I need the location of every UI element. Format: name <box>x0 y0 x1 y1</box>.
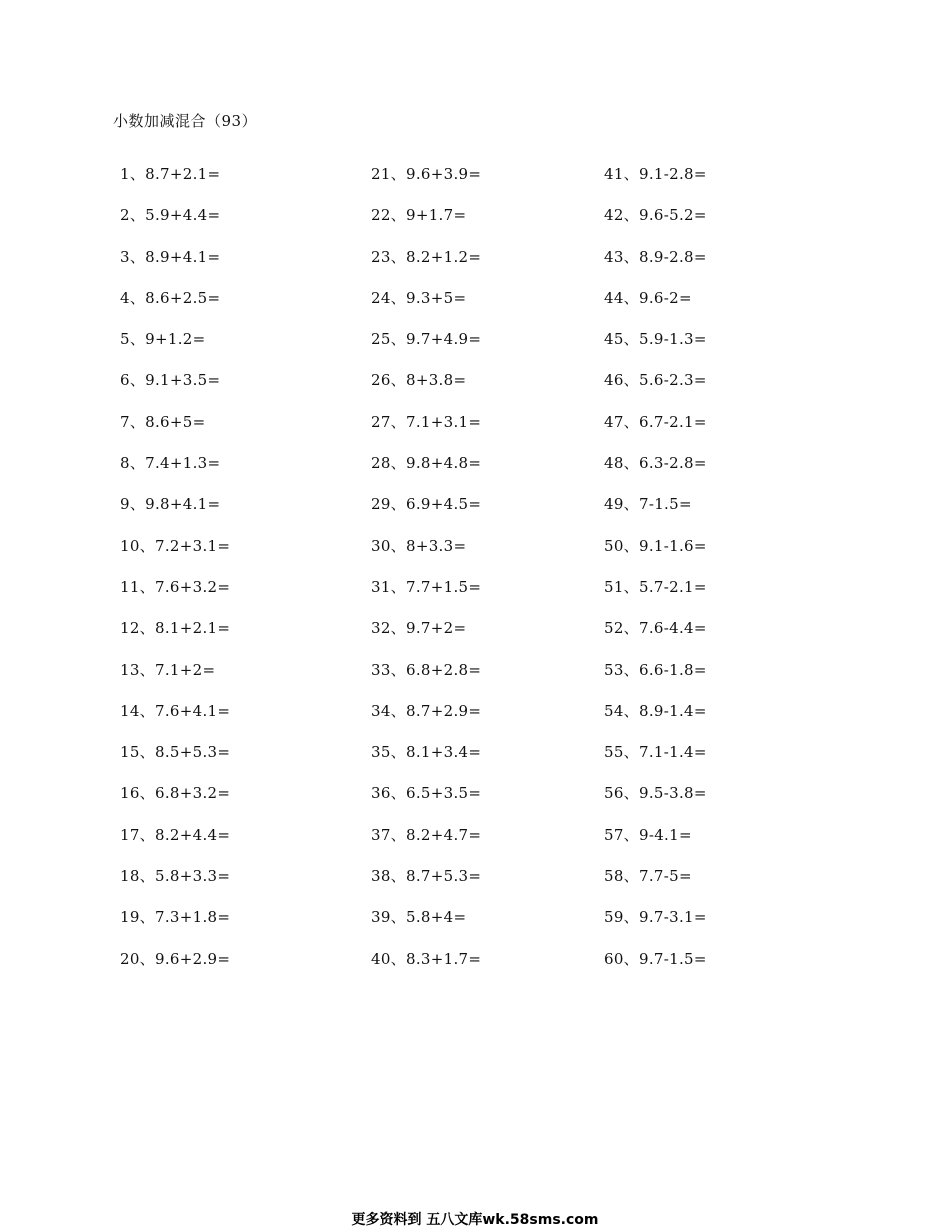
footer-watermark-text: 更多资料到 五八文库wk.58sms.com <box>351 1212 599 1228</box>
problem-column-3 <box>604 160 707 986</box>
problem-column-1 <box>120 160 230 986</box>
problem-item: 11、7.6+3.2= <box>120 577 231 596</box>
problem-item: 28、9.8+4.8= <box>371 454 482 473</box>
problem-item: 14、7.6+4.1= <box>120 701 231 720</box>
problem-item: 55、7.1-1.4= <box>604 743 707 762</box>
problem-item: 25、9.7+4.9= <box>371 330 482 349</box>
problem-item: 1、8.7+2.1= <box>120 165 221 183</box>
problem-item: 19、7.3+1.8= <box>120 908 231 927</box>
problem-item: 20、9.6+2.9= <box>120 949 231 968</box>
problem-item: 8、7.4+1.3= <box>120 454 221 473</box>
problem-item: 42、9.6-5.2= <box>604 206 707 225</box>
problem-item: 52、7.6-4.4= <box>604 619 707 638</box>
problem-item: 51、5.7-2.1= <box>604 577 707 596</box>
problem-item: 13、7.1+2= <box>120 660 216 679</box>
problem-item: 54、8.9-1.4= <box>604 701 707 720</box>
problem-item: 27、7.1+3.1= <box>371 412 482 431</box>
problem-item: 47、6.7-2.1= <box>604 412 707 431</box>
problem-item: 50、9.1-1.6= <box>604 536 707 555</box>
problem-item: 22、9+1.7= <box>371 206 467 225</box>
problem-item: 18、5.8+3.3= <box>120 867 231 886</box>
problem-item: 23、8.2+1.2= <box>371 247 482 266</box>
problem-item: 6、9.1+3.5= <box>120 371 221 390</box>
problem-item: 37、8.2+4.7= <box>371 825 482 844</box>
problem-item: 9、9.8+4.1= <box>120 495 221 514</box>
problem-item: 56、9.5-3.8= <box>604 784 707 803</box>
problem-item: 32、9.7+2= <box>371 619 467 638</box>
problem-item: 59、9.7-3.1= <box>604 908 707 927</box>
problem-item: 34、8.7+2.9= <box>371 701 482 720</box>
problem-column-2 <box>371 160 481 986</box>
problem-item: 24、9.3+5= <box>371 288 467 307</box>
problem-item: 60、9.7-1.5= <box>604 949 707 968</box>
problem-item: 29、6.9+4.5= <box>371 495 482 514</box>
problem-item: 12、8.1+2.1= <box>120 619 231 638</box>
problem-item: 16、6.8+3.2= <box>120 784 231 803</box>
problem-item: 31、7.7+1.5= <box>371 577 482 596</box>
problem-item: 5、9+1.2= <box>120 330 206 349</box>
problem-item: 53、6.6-1.8= <box>604 660 707 679</box>
problem-item: 39、5.8+4= <box>371 908 467 927</box>
problem-item: 58、7.7-5= <box>604 867 692 886</box>
problem-item: 36、6.5+3.5= <box>371 784 482 803</box>
problem-item: 30、8+3.3= <box>371 536 467 555</box>
problem-item: 17、8.2+4.4= <box>120 825 231 844</box>
problem-item: 46、5.6-2.3= <box>604 371 707 390</box>
problem-item: 57、9-4.1= <box>604 825 692 844</box>
problem-item: 41、9.1-2.8= <box>604 165 707 183</box>
problem-item: 45、5.9-1.3= <box>604 330 707 349</box>
problem-item: 33、6.8+2.8= <box>371 660 482 679</box>
problem-item: 26、8+3.8= <box>371 371 467 390</box>
problem-item: 49、7-1.5= <box>604 495 692 514</box>
problem-item: 3、8.9+4.1= <box>120 247 221 266</box>
problem-item: 38、8.7+5.3= <box>371 867 482 886</box>
problem-item: 2、5.9+4.4= <box>120 206 221 225</box>
problem-item: 4、8.6+2.5= <box>120 288 221 307</box>
problem-item: 40、8.3+1.7= <box>371 949 482 968</box>
problem-item: 15、8.5+5.3= <box>120 743 231 762</box>
problem-item: 7、8.6+5= <box>120 412 206 431</box>
problem-item: 43、8.9-2.8= <box>604 247 707 266</box>
problem-item: 44、9.6-2= <box>604 288 692 307</box>
problem-item: 21、9.6+3.9= <box>371 165 482 183</box>
problem-item: 48、6.3-2.8= <box>604 454 707 473</box>
problem-item: 35、8.1+3.4= <box>371 743 482 762</box>
worksheet-title: 小数加减混合（93） <box>113 112 258 130</box>
problem-item: 10、7.2+3.1= <box>120 536 231 555</box>
